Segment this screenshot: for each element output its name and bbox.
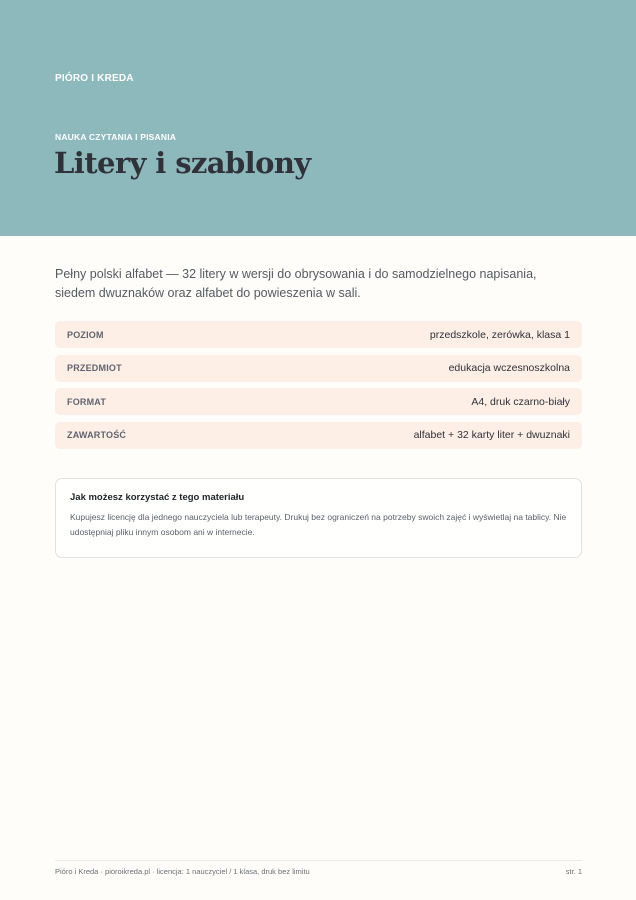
meta-row-level	[55, 321, 582, 348]
metadata-list	[55, 321, 582, 455]
page-title: Litery i szablony	[54, 146, 311, 180]
license-card-title: Jak możesz korzystać z tego materiału	[70, 492, 245, 503]
page-footer	[55, 860, 582, 876]
meta-label: PRZEDMIOT	[67, 363, 122, 373]
meta-label: ZAWARTOŚĆ	[67, 430, 127, 440]
meta-value: A4, druk czarno-biały	[471, 395, 570, 408]
license-card-body: Kupujesz licencję dla jednego nauczyciela lub terapeuty. Drukuj bez ograniczeń na potrzeby swoich zajęć i wyświetlaj na tablicy. Nie udostępniaj pliku innym osobom ani w internecie.	[70, 512, 567, 537]
meta-row-subject	[55, 355, 582, 382]
meta-label: POZIOM	[67, 329, 104, 340]
page-number: str. 1	[565, 867, 582, 876]
footer-info: Pióro i Kreda · pioroikreda.pl · licencja: 1 nauczyciel / 1 klasa, druk bez limitu	[55, 867, 310, 876]
category-eyebrow: NAUKA CZYTANIA I PISANIA	[55, 132, 177, 142]
license-card	[55, 478, 582, 558]
meta-label: FORMAT	[67, 396, 107, 407]
intro-paragraph: Pełny polski alfabet — 32 litery w wersji do obrysowania i do samodzielnego napisania, siedem dwuznaków oraz alfabet do powieszenia w sali.	[55, 267, 537, 300]
meta-value: przedszkole, zerówka, klasa 1	[429, 328, 570, 341]
meta-row-contents	[55, 422, 582, 449]
meta-value: edukacja wczesnoszkolna	[448, 362, 570, 374]
meta-row-format	[55, 388, 582, 415]
header-banner	[0, 0, 636, 236]
brand-name: PIÓRO I KREDA	[55, 73, 134, 84]
meta-value: alfabet + 32 karty liter + dwuznaki	[413, 429, 570, 441]
